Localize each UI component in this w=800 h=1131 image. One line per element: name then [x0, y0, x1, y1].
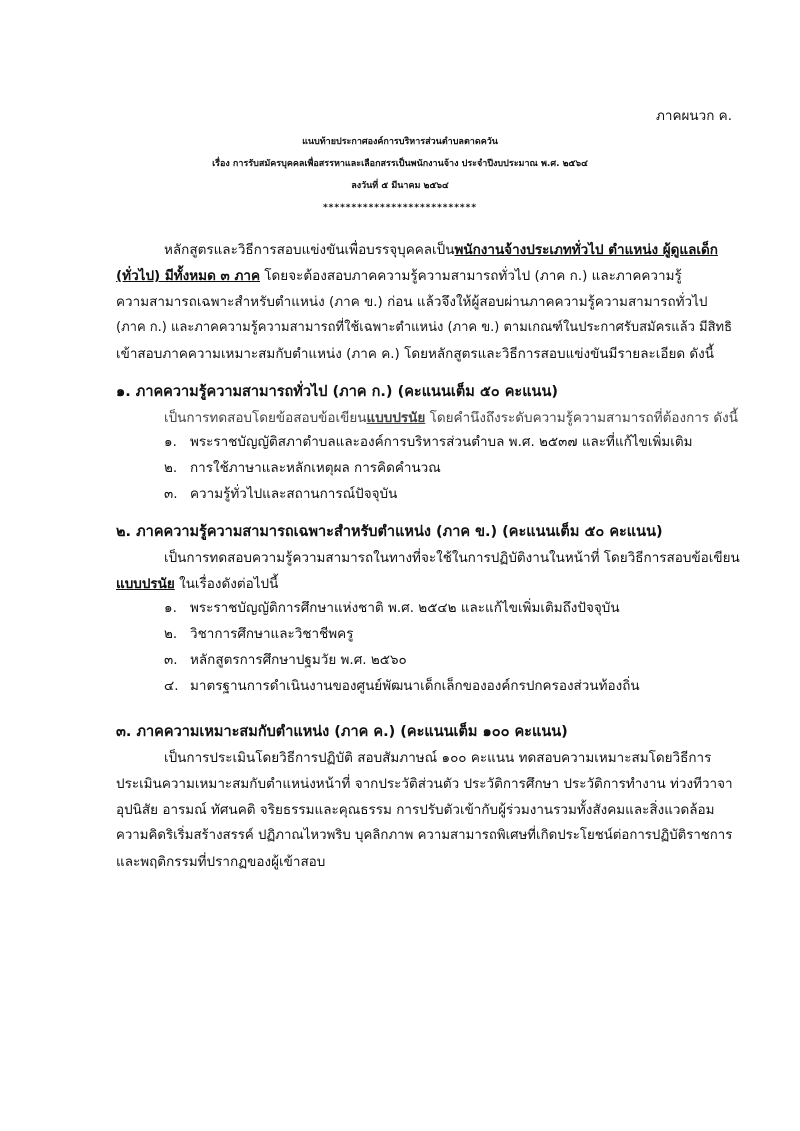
section-1-item — [164, 484, 397, 504]
section-2-item — [164, 676, 640, 696]
item-number: ๔. — [164, 678, 179, 694]
intro-line-3: ความสามารถเฉพาะสำหรับตำแหน่ง (ภาค ข.) ก่อน แล้วจึงให้ผู้สอบผ่านภาคความรู้ความสามารถทั่วไป — [116, 294, 708, 310]
intro-text: หลักสูตรและวิธีการสอบแข่งขันเพื่อบรรจุบุคคลเป็น — [164, 242, 455, 258]
section-2-description-1: เป็นการทดสอบความรู้ความสามารถในทางที่จะใช้ในการปฏิบัติงานในหน้าที่ โดยวิธีการสอบข้อเขียน — [164, 550, 740, 566]
section-1-title: ๑. ภาคความรู้ความสามารถทั่วไป (ภาค ก.) (คะแนนเต็ม ๕๐ คะแนน) — [116, 384, 558, 400]
item-number: ๒. — [164, 626, 178, 642]
appendix-label: ภาคผนวก ค. — [655, 108, 732, 124]
intro-line-1 — [164, 240, 718, 260]
section-1-desc-text: โดยคำนึงถึงระดับความรู้ความสามารถที่ต้องการ ดังนี้ — [425, 410, 738, 426]
intro-line-5: เข้าสอบภาคความเหมาะสมกับตำแหน่ง (ภาค ค.) โดยหลักสูตรและวิธีการสอบแข่งขันมีรายละเอียด ดังนี้ — [116, 346, 714, 362]
section-2-item — [164, 624, 353, 644]
section-3-line: ความคิดริเริ่มสร้างสรรค์ ปฏิภาณไหวพริบ บุคลิกภาพ ความสามารถพิเศษที่เกิดประโยชน์ต่อการปฏิบัติราชการ — [116, 828, 733, 843]
item-number: ๒. — [164, 460, 178, 476]
item-text: วิชาการศึกษาและวิชาชีพครู — [190, 626, 354, 642]
section-2-desc-text: ในเรื่องดังต่อไปนี้ — [174, 576, 279, 592]
section-2-item — [164, 598, 620, 618]
intro-position-emphasis: พนักงานจ้างประเภททั่วไป ตำแหน่ง ผู้ดูแลเด็ก — [454, 242, 718, 258]
item-text: พระราชบัญญัติสภาตำบลและองค์การบริหารส่วนตำบล พ.ศ. ๒๕๓๗ และที่แก้ไขเพิ่มเติม — [190, 434, 693, 450]
item-text: หลักสูตรการศึกษาปฐมวัย พ.ศ. ๒๕๖๐ — [190, 652, 407, 668]
header-line-1: แนบท้ายประกาศองค์การบริหารส่วนตำบลตาดควัน — [302, 137, 498, 147]
section-1-desc-text: เป็นการทดสอบโดยข้อสอบข้อเขียน — [164, 410, 367, 426]
header-separator: *************************** — [322, 203, 478, 213]
item-text: มาตรฐานการดำเนินงานของศูนย์พัฒนาเด็กเล็กขององค์กรปกครองส่วนท้องถิ่น — [190, 678, 640, 694]
item-number: ๑. — [164, 600, 177, 616]
section-2-item — [164, 650, 407, 670]
section-1-item — [164, 458, 441, 478]
section-3-line: อุปนิสัย อารมณ์ ทัศนคติ จริยธรรมและคุณธรรม การปรับตัวเข้ากับผู้ร่วมงานรวมทั้งสังคมและสิ่งแวดล้อม — [116, 802, 715, 818]
intro-sections-emphasis: (ทั่วไป) มีทั้งหมด ๓ ภาค — [116, 268, 260, 284]
intro-line-4: (ภาค ก.) และภาคความรู้ความสามารถที่ใช้เฉพาะตำแหน่ง (ภาค ข.) ตามเกณฑ์ในประกาศรับสมัครแล้ว มีสิทธิ — [116, 320, 733, 335]
intro-text: โดยจะต้องสอบภาคความรู้ความสามารถทั่วไป (ภาค ก.) และภาคความรู้ — [259, 268, 682, 284]
section-2-title: ๒. ภาคความรู้ความสามารถเฉพาะสำหรับตำแหน่ง (ภาค ข.) (คะแนนเต็ม ๕๐ คะแนน) — [116, 524, 663, 540]
header-line-3: ลงวันที่ ๕ มีนาคม ๒๕๖๔ — [351, 181, 449, 191]
item-text: ความรู้ทั่วไปและสถานการณ์ปัจจุบัน — [190, 486, 398, 502]
item-number: ๓. — [164, 652, 178, 668]
item-number: ๑. — [164, 434, 177, 450]
item-number: ๓. — [164, 486, 178, 502]
section-3-line: เป็นการประเมินโดยวิธีการปฏิบัติ สอบสัมภาษณ์ ๑๐๐ คะแนน ทดสอบความเหมาะสมโดยวิธีการ — [164, 750, 712, 766]
item-text: พระราชบัญญัติการศึกษาแห่งชาติ พ.ศ. ๒๕๔๒ และแก้ไขเพิ่มเติมถึงปัจจุบัน — [190, 600, 620, 616]
item-text: การใช้ภาษาและหลักเหตุผล การคิดคำนวณ — [190, 460, 441, 476]
section-2-exam-type: แบบปรนัย — [116, 576, 175, 592]
section-1-exam-type: แบบปรนัย — [366, 410, 426, 426]
section-2-description-2 — [116, 574, 278, 594]
section-1-item — [164, 432, 693, 452]
section-1-description — [164, 408, 738, 428]
section-3-title: ๓. ภาคความเหมาะสมกับตำแหน่ง (ภาค ค.) (คะแนนเต็ม ๑๐๐ คะแนน) — [116, 724, 568, 740]
header-line-2: เรื่อง การรับสมัครบุคคลเพื่อสรรหาและเลือกสรรเป็นพนักงานจ้าง ประจำปีงบประมาณ พ.ศ. ๒๕๖๔ — [212, 159, 588, 169]
section-3-line: ประเมินความเหมาะสมกับตำแหน่งหน้าที่ จากประวัติส่วนตัว ประวัติการศึกษา ประวัติการทำงาน ท่วงทีวาจา — [116, 776, 733, 792]
intro-line-2 — [116, 266, 682, 286]
section-3-line: และพฤติกรรมที่ปรากฏของผู้เข้าสอบ — [116, 854, 326, 870]
